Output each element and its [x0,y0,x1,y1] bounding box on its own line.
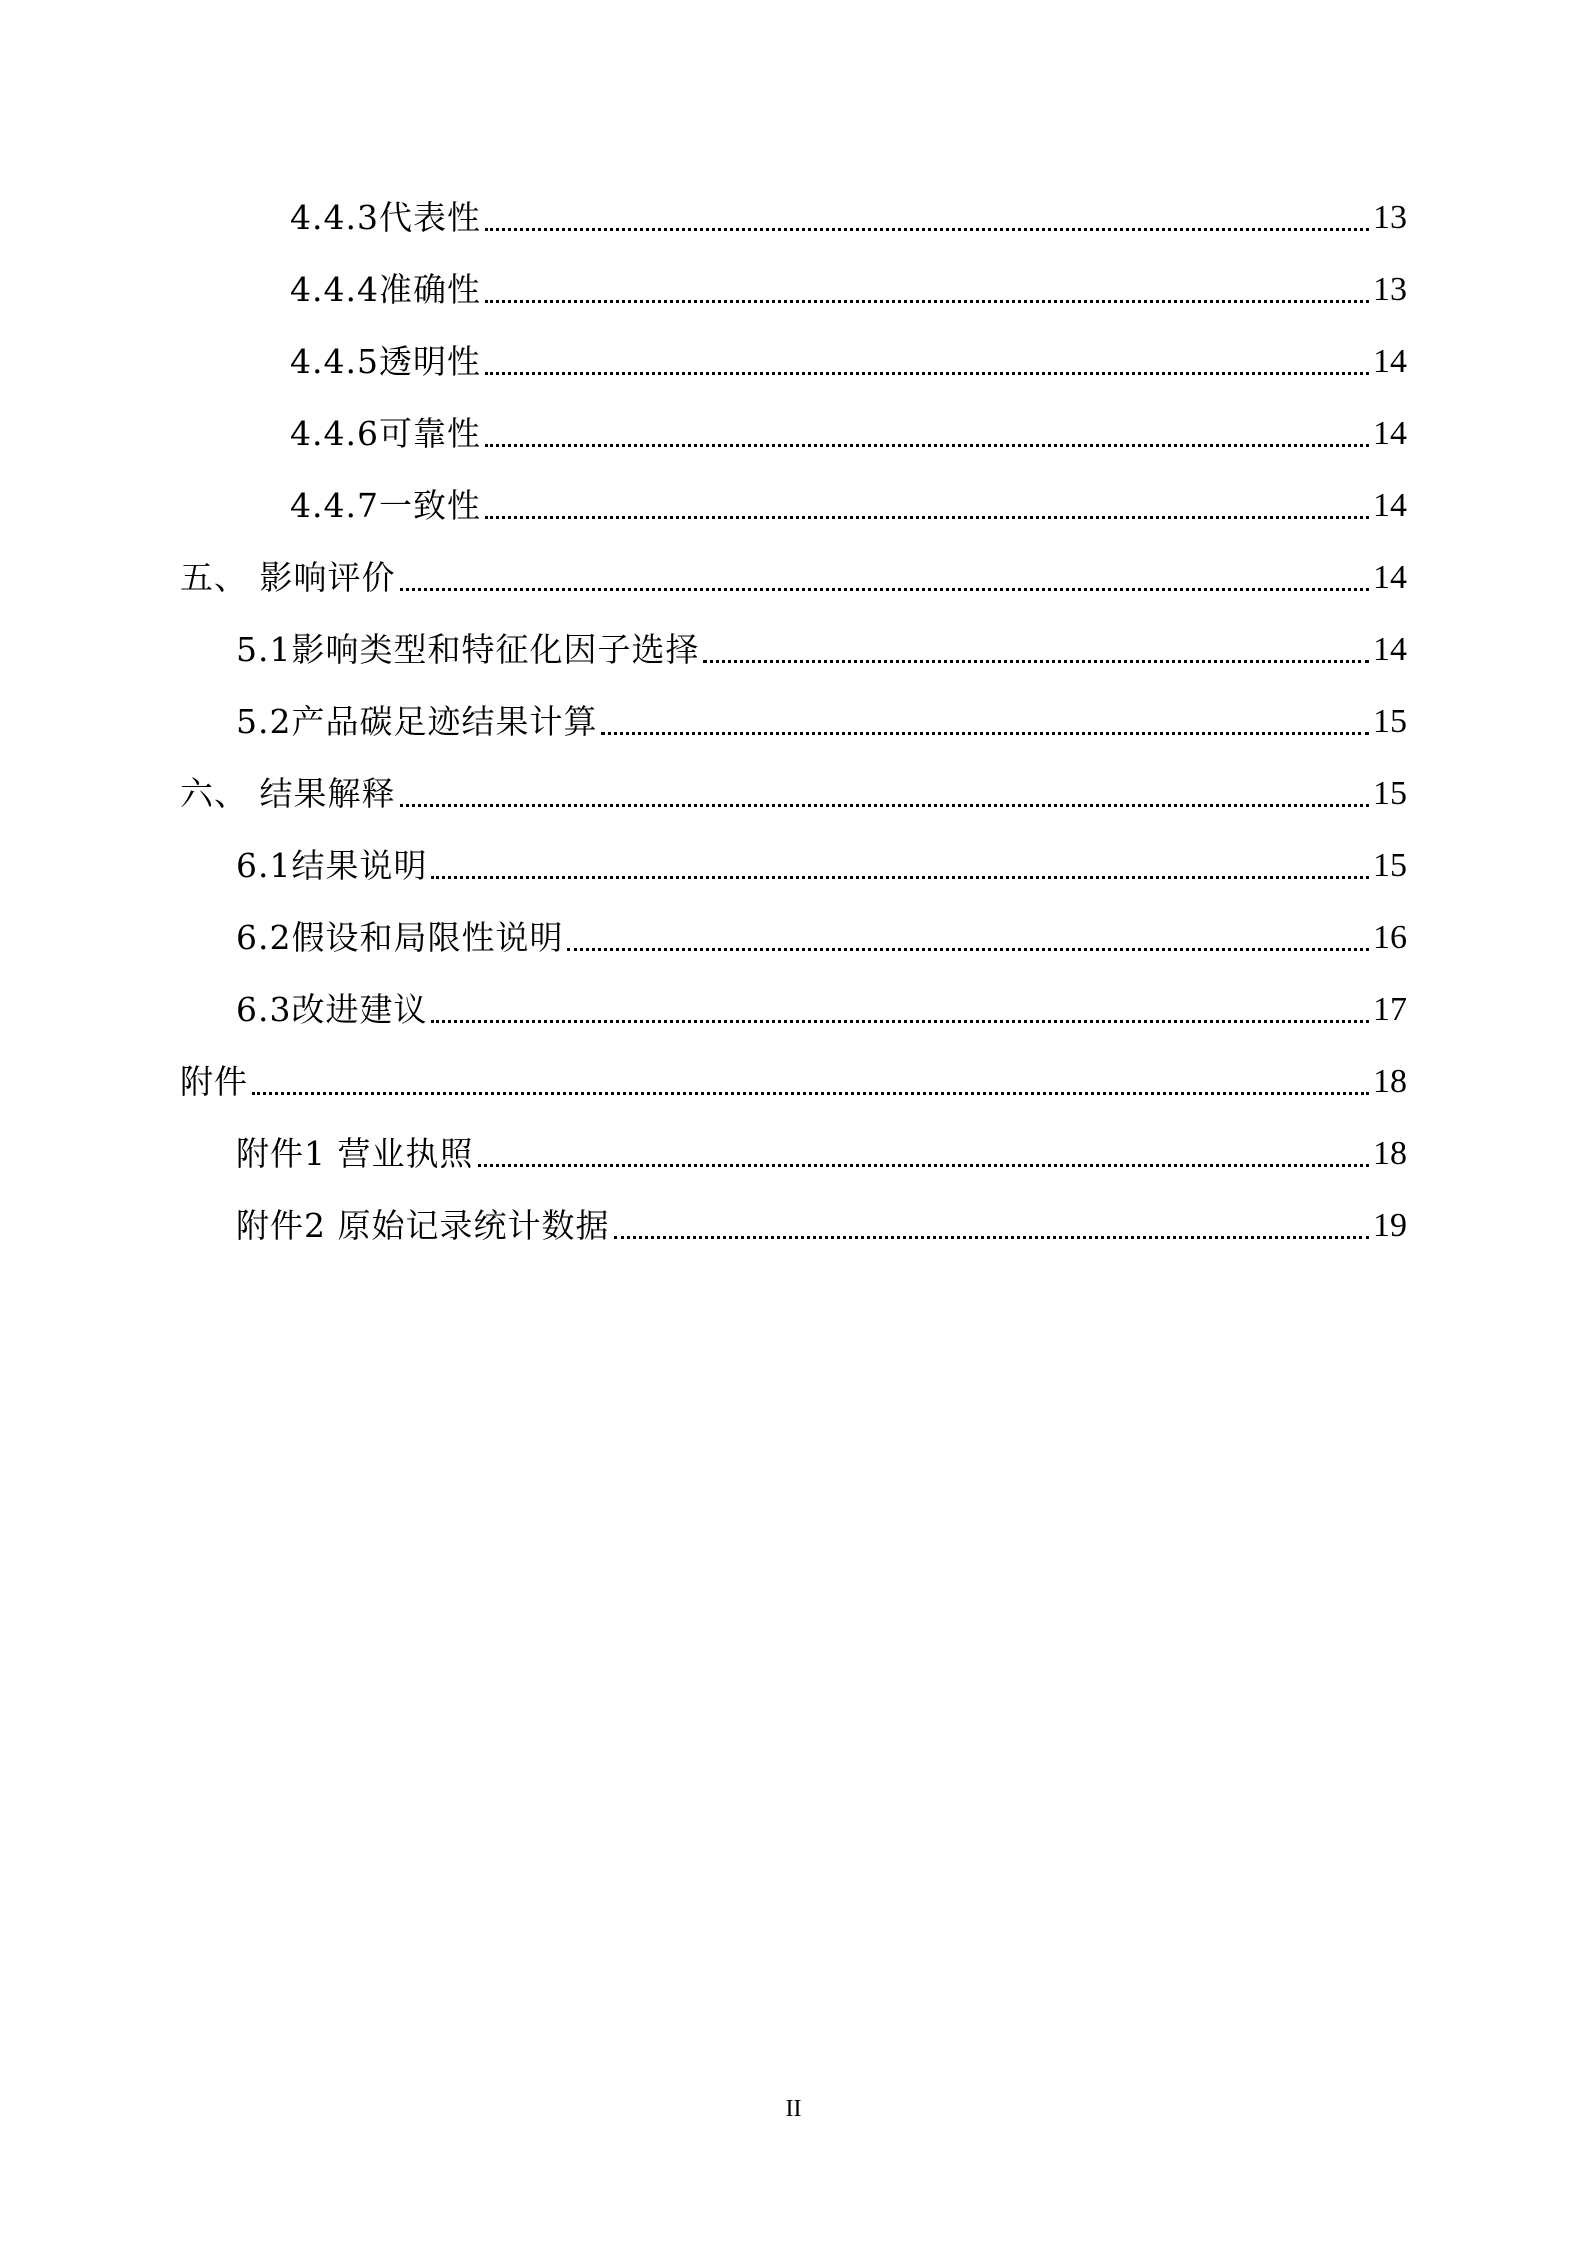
toc-entry-label: 4.4.4准确性 [290,270,481,309]
toc-entry-label: 6.2假设和局限性说明 [236,918,564,957]
dot-leader [252,1092,1369,1095]
toc-entry-label: 附件1 营业执照 [236,1134,474,1173]
toc-entry-4-4-6[interactable] [290,409,1407,459]
toc-entry-label: 4.4.3代表性 [290,198,481,237]
toc-entry-page: 13 [1373,271,1407,308]
toc-entry-page: 15 [1373,847,1407,884]
dot-leader [567,948,1369,951]
dot-leader [478,1164,1370,1167]
toc-entry-label: 4.4.5透明性 [290,342,481,381]
toc-entry-page: 19 [1373,1207,1407,1244]
dot-leader [485,228,1369,231]
toc-entry-appendix-1[interactable] [236,1129,1407,1179]
toc-entry-page: 14 [1373,415,1407,452]
dot-leader [400,804,1370,807]
toc-entry-label: 附件 [180,1062,248,1101]
toc-entry-label: 6.1结果说明 [236,846,428,885]
toc-entry-label: 4.4.7一致性 [290,486,481,525]
toc-entry-page: 14 [1373,559,1407,596]
toc-entry-page: 14 [1373,343,1407,380]
dot-leader [400,588,1370,591]
dot-leader [431,876,1369,879]
toc-entry-label: 五、 影响评价 [180,558,396,597]
toc-entry-section-5[interactable] [180,553,1407,603]
toc-entry-page: 16 [1373,919,1407,956]
dot-leader [614,1236,1370,1239]
dot-leader [485,516,1369,519]
toc-entry-appendix[interactable] [180,1057,1407,1107]
toc-entry-6-1[interactable] [236,841,1407,891]
toc-entry-page: 14 [1373,631,1407,668]
toc-entry-page: 17 [1373,991,1407,1028]
toc-entry-label: 4.4.6可靠性 [290,414,481,453]
toc-entry-5-1[interactable] [236,625,1407,675]
toc-entry-label: 5.1影响类型和特征化因子选择 [236,630,700,669]
dot-leader [431,1020,1369,1023]
toc-entry-page: 13 [1373,199,1407,236]
toc-entry-section-6[interactable] [180,769,1407,819]
toc-entry-4-4-4[interactable] [290,265,1407,315]
toc-entry-page: 15 [1373,775,1407,812]
toc-entry-5-2[interactable] [236,697,1407,747]
toc-entry-page: 18 [1373,1135,1407,1172]
footer-page-number: II [785,2096,802,2122]
dot-leader [703,660,1369,663]
toc-entry-page: 15 [1373,703,1407,740]
toc-entry-page: 18 [1373,1063,1407,1100]
toc-entry-4-4-7[interactable] [290,481,1407,531]
dot-leader [485,372,1369,375]
toc-entry-4-4-5[interactable] [290,337,1407,387]
dot-leader [485,444,1369,447]
dot-leader [485,300,1369,303]
toc-entry-label: 6.3改进建议 [236,990,428,1029]
toc-entry-label: 附件2 原始记录统计数据 [236,1206,610,1245]
toc-entry-appendix-2[interactable] [236,1201,1407,1251]
toc-entry-label: 5.2产品碳足迹结果计算 [236,702,598,741]
toc-entry-6-2[interactable] [236,913,1407,963]
toc-entry-page: 14 [1373,487,1407,524]
toc-entry-6-3[interactable] [236,985,1407,1035]
toc-entry-4-4-3[interactable] [290,193,1407,243]
dot-leader [601,732,1369,735]
toc-entry-label: 六、 结果解释 [180,774,396,813]
